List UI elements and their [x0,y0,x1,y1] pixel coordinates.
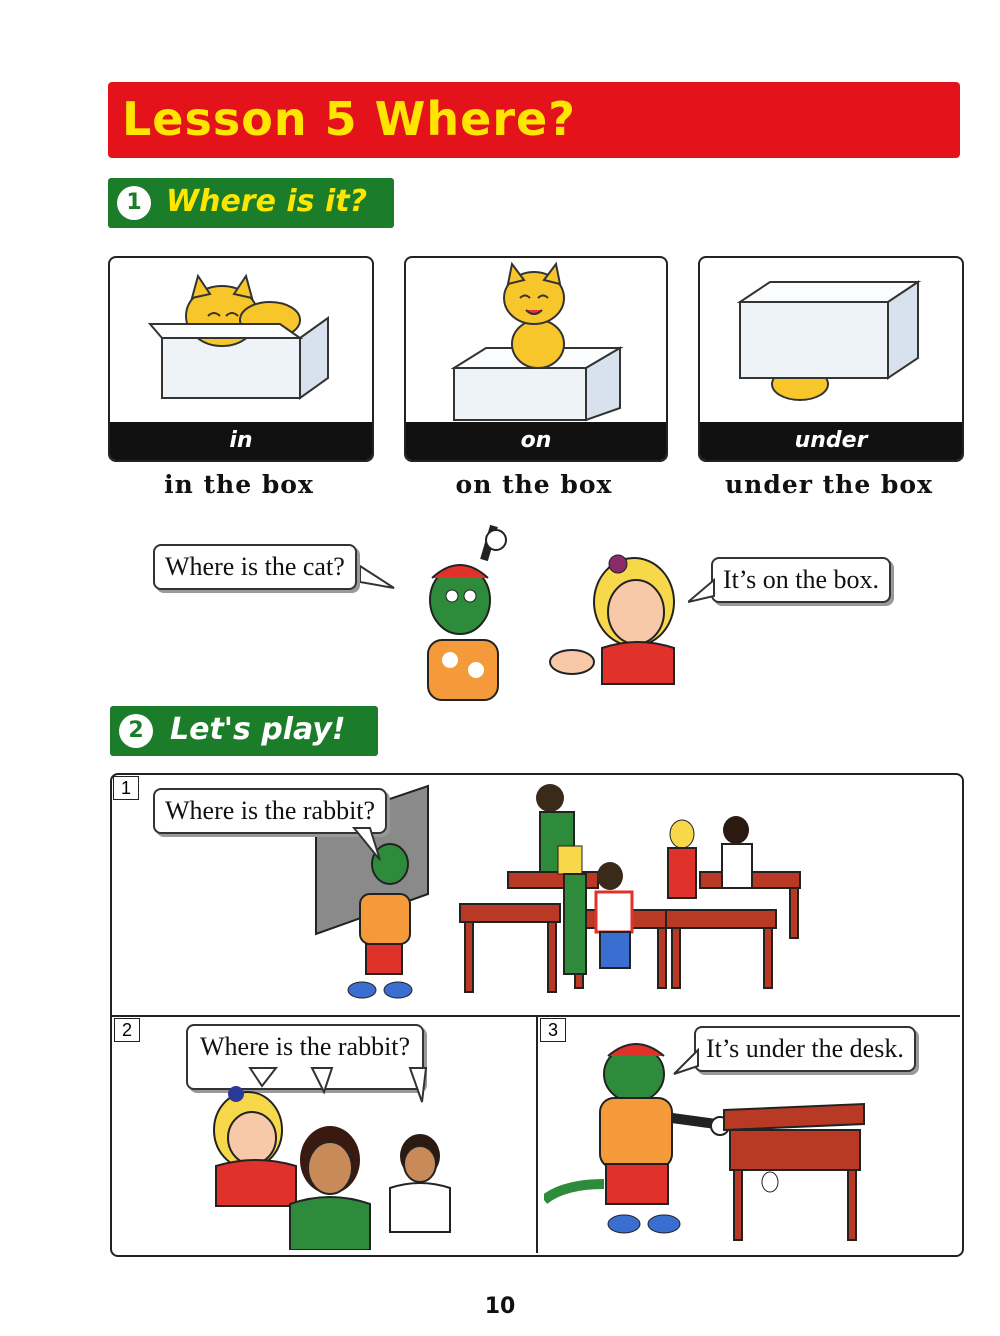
comic-cell-3-bubble: It’s under the desk. [694,1026,916,1072]
bubble-tail-answer [688,576,718,610]
speech-bubble-question: Where is the cat? [153,544,357,590]
comic-cell-3-number: 3 [540,1018,566,1042]
panel-on-word: on [406,422,666,460]
classroom-illustration [310,784,830,1006]
caption-on: on the box [455,470,613,499]
children-clapping-illustration [180,1080,480,1250]
comic-cell-2-number: 2 [114,1018,140,1042]
cat-under-box-illustration [700,258,962,422]
comic-cell-1-bubble-tail [350,826,390,866]
section-2-number: 2 [119,714,153,748]
panel-under [698,256,964,462]
panel-in [108,256,374,462]
comic-cell-1-bubble: Where is the rabbit? [153,788,387,834]
cat-on-box-illustration [406,258,666,422]
lesson-title: Lesson 5 Where? [122,92,576,146]
page-number: 10 [484,1294,516,1319]
section-1-title: Where is it? [166,184,367,219]
section-2-title: Let's play! [170,712,346,747]
comic-cell-2-bubble: Where is the rabbit? [186,1024,424,1090]
caption-under: under the box [724,470,933,499]
panel-in-word: in [110,422,372,460]
cat-in-box-illustration [110,258,372,422]
comic-cell-1-number: 1 [113,776,139,800]
speech-bubble-answer: It’s on the box. [711,557,891,603]
bubble-tail-question [360,560,400,600]
girl-character [548,552,688,687]
dinosaur-pointing-desk-illustration [544,1034,944,1246]
panel-under-word: under [700,422,962,460]
caption-in: in the box [164,470,314,499]
comic-divider-vertical [536,1016,538,1253]
section-1-number: 1 [117,186,151,220]
panel-on [404,256,668,462]
dinosaur-character [410,520,520,705]
